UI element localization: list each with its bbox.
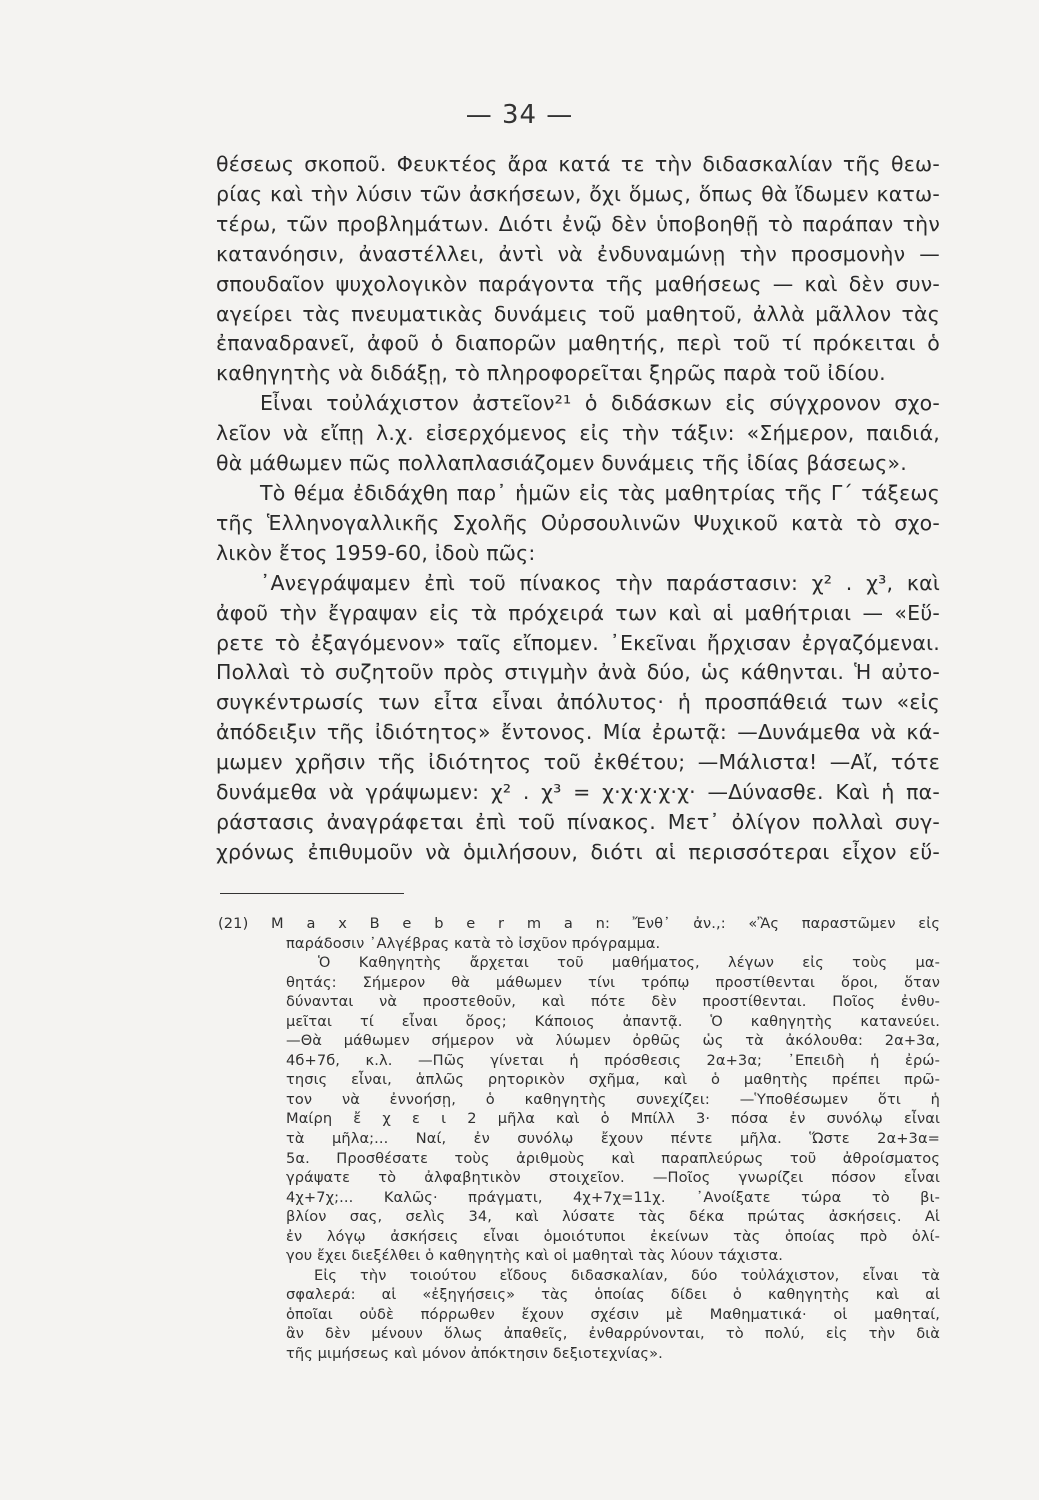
footnote-line: 4χ+7χ;... Καλῶς· πράγματι, 4χ+7χ=11χ. ᾽Ανοίξατε τώρα τὸ βι- — [286, 1188, 940, 1206]
footnotes — [218, 914, 940, 1364]
footnote-line: παράδοσιν ᾽Αλγέβρας κατὰ τὸ ἰσχῦον πρόγραμμα. — [286, 934, 661, 952]
footnote-line: (21) M a x B e b e r m a n: Ἔνθ᾽ ἀν.,: «Ἂς παραστῶμεν εἰς — [218, 915, 940, 932]
text-line: Εἶναι τοὐλάχιστον ἀστεῖον²¹ ὁ διδάσκων εἰς σύγχρονον σχο- — [260, 391, 940, 416]
text-line: αγείρει τὰς πνευματικὰς δυνάμεις τοῦ μαθητοῦ, ἀλλὰ μᾶλλον τὰς — [216, 301, 940, 326]
footnote-line: —Θὰ μάθωμεν σήμερον νὰ λύωμεν ὀρθῶς ὡς τὰ ἀκόλουθα: 2α+3α, — [286, 1032, 940, 1050]
text-line: ράστασις ἀναγράφεται ἐπὶ τοῦ πίνακος. Μετ᾽ ὀλίγον πολλαὶ συγ- — [216, 809, 940, 834]
text-line: καθηγητὴς νὰ διδάξῃ, τὸ πληροφορεῖται ξηρῶς παρὰ τοῦ ἰδίου. — [216, 361, 886, 386]
main-text — [216, 150, 940, 868]
page-number: — 34 — — [465, 100, 574, 130]
footnote-line: τὰ μῆλα;... Ναί, ἐν συνόλῳ ἔχουν πέντε μῆλα. Ὥστε 2α+3α= — [286, 1130, 940, 1148]
text-line: λικὸν ἔτος 1959-60, ἰδοὺ πῶς: — [216, 540, 536, 565]
text-line: Πολλαὶ τὸ συζητοῦν πρὸς στιγμὴν ἀνὰ δύο, ὡς κάθηνται. Ἡ αὐτο- — [216, 660, 940, 685]
footnote-line: βλίον σας, σελὶς 34, καὶ λύσατε τὰς δέκα πρώτας ἀσκήσεις. Αἱ — [286, 1208, 940, 1226]
text-line: ἀφοῦ τὴν ἔγραψαν εἰς τὰ πρόχειρά των καὶ αἱ μαθήτριαι — «Εὕ- — [216, 600, 940, 625]
text-line: ᾽Ανεγράψαμεν ἐπὶ τοῦ πίνακος τὴν παράστασιν: χ² . χ³, καὶ — [260, 570, 940, 595]
text-line: θὰ μάθωμεν πῶς πολλαπλασιάζομεν δυνάμεις τῆς ἰδίας βάσεως». — [216, 451, 907, 476]
text-line: Τὸ θέμα ἐδιδάχθη παρ᾽ ἡμῶν εἰς τὰς μαθητρίας τῆς Γ΄ τάξεως — [260, 480, 940, 505]
text-line: τῆς Ἑλληνογαλλικῆς Σχολῆς Οὐρσουλινῶν Ψυχικοῦ κατὰ τὸ σχο- — [216, 510, 940, 535]
text-line: χρόνως ἐπιθυμοῦν νὰ ὁμιλήσουν, διότι αἱ περισσότεραι εἶχον εὕ- — [216, 839, 940, 864]
footnote-line: 4б+7б, κ.λ. —Πῶς γίνεται ἡ πρόσθεσις 2α+3α; ᾽Επειδὴ ἡ ἐρώ- — [286, 1051, 940, 1069]
text-line: ἀπόδειξιν τῆς ἰδιότητος» ἔντονος. Μία ἐρωτᾷ: —Δυνάμεθα νὰ κά- — [216, 720, 940, 745]
text-line: μωμεν χρῆσιν τῆς ἰδιότητος τοῦ ἐκθέτου; —Μάλιστα! —Αἴ, τότε — [216, 750, 940, 775]
footnote-line: γράψατε τὸ ἀλφαβητικὸν στοιχεῖον. —Ποῖος γνωρίζει πόσον εἶναι — [286, 1169, 940, 1187]
text-line: δυνάμεθα νὰ γράψωμεν: χ² . χ³ = χ·χ·χ·χ·χ· —Δύνασθε. Καὶ ἡ πα- — [216, 780, 940, 805]
footnote-line: τῆς μιμήσεως καὶ μόνον ἀπόκτησιν δεξιοτεχνίας». — [286, 1345, 663, 1363]
footnote-line: σφαλερά: αἱ «ἐξηγήσεις» τὰς ὁποίας δίδει ὁ καθηγητὴς καὶ αἱ — [286, 1286, 940, 1304]
text-line: κατανόησιν, ἀναστέλλει, ἀντὶ νὰ ἐνδυναμώνῃ τὴν προσμονὴν — — [216, 241, 940, 266]
footnote-line: Εἰς τὴν τοιούτου εἴδους διδασκαλίαν, δύο τοὐλάχιστον, εἶναι τὰ — [314, 1266, 940, 1284]
footnote-line: τησις εἶναι, ἁπλῶς ρητορικὸν σχῆμα, καὶ ὁ μαθητὴς πρέπει πρῶ- — [286, 1071, 940, 1089]
footnote-line: δύνανται νὰ προστεθοῦν, καὶ πότε δὲν προστίθενται. Ποῖος ἐνθυ- — [286, 993, 940, 1011]
text-line: θέσεως σκοποῦ. Φευκτέος ἄρα κατά τε τὴν διδασκαλίαν τῆς θεω- — [216, 152, 940, 176]
text-line: συγκέντρωσίς των εἶτα εἶναι ἀπόλυτος· ἡ προσπάθειά των «εἰς — [216, 690, 940, 715]
footnote-line: μεῖται τί εἶναι ὅρος; Κάποιος ἀπαντᾷ. Ὁ καθηγητὴς κατανεύει. — [286, 1012, 940, 1030]
text-line: ρετε τὸ ἐξαγόμενον» ταῖς εἴπομεν. ᾽Εκεῖναι ἤρχισαν ἐργαζόμεναι. — [216, 630, 940, 655]
footnote-line: ὁποῖαι οὐδὲ πόρρωθεν ἔχουν σχέσιν μὲ Μαθηματικά· οἱ μαθηταί, — [286, 1305, 940, 1323]
footnote-line: τον νὰ ἐννοήσῃ, ὁ καθηγητὴς συνεχίζει: —Ὑποθέσωμεν ὅτι ἡ — [286, 1090, 940, 1108]
footnote-line: 5α. Προσθέσατε τοὺς ἀριθμοὺς καὶ παραπλεύρως τοῦ ἀθροίσματος — [286, 1149, 940, 1167]
footnote-line: ἂν δὲν μένουν ὅλως ἀπαθεῖς, ἐνθαρρύνονται, τὸ πολύ, εἰς τὴν διὰ — [286, 1325, 940, 1343]
text-line: τέρω, τῶν προβλημάτων. Διότι ἐνῷ δὲν ὑποβοηθῇ τὸ παράπαν τὴν — [216, 211, 940, 236]
text-line: λεῖον νὰ εἴπῃ λ.χ. εἰσερχόμενος εἰς τὴν τάξιν: «Σήμερον, παιδιά, — [216, 421, 940, 446]
footnote-line: γου ἔχει διεξέλθει ὁ καθηγητὴς καὶ οἱ μαθηταὶ τὰς λύουν τάχιστα. — [286, 1247, 784, 1265]
text-line: ρίας καὶ τὴν λύσιν τῶν ἀσκήσεων, ὄχι ὅμως, ὅπως θὰ ἴδωμεν κατω- — [216, 181, 940, 206]
footnote-line: Ὁ Καθηγητὴς ἄρχεται τοῦ μαθήματος, λέγων εἰς τοὺς μα- — [318, 954, 940, 972]
text-line: ἐπαναδρανεῖ, ἀφοῦ ὁ διαπορῶν μαθητής, περὶ τοῦ τί πρόκειται ὁ — [216, 331, 940, 356]
text-line: σπουδαῖον ψυχολογικὸν παράγοντα τῆς μαθήσεως — καὶ δὲν συν- — [216, 271, 940, 296]
footnote-line: Μαίρη ἔ χ ε ι 2 μῆλα καὶ ὁ Μπίλλ 3· πόσα ἐν συνόλῳ εἶναι — [286, 1110, 940, 1128]
footnote-line: θητάς: Σήμερον θὰ μάθωμεν τίνι τρόπῳ προστίθενται ὅροι, ὅταν — [286, 973, 940, 991]
footnote-divider — [220, 893, 404, 894]
footnote-line: ἐν λόγῳ ἀσκήσεις εἶναι ὁμοιότυποι ἐκείνων τὰς ὁποίας πρὸ ὀλί- — [286, 1227, 940, 1245]
